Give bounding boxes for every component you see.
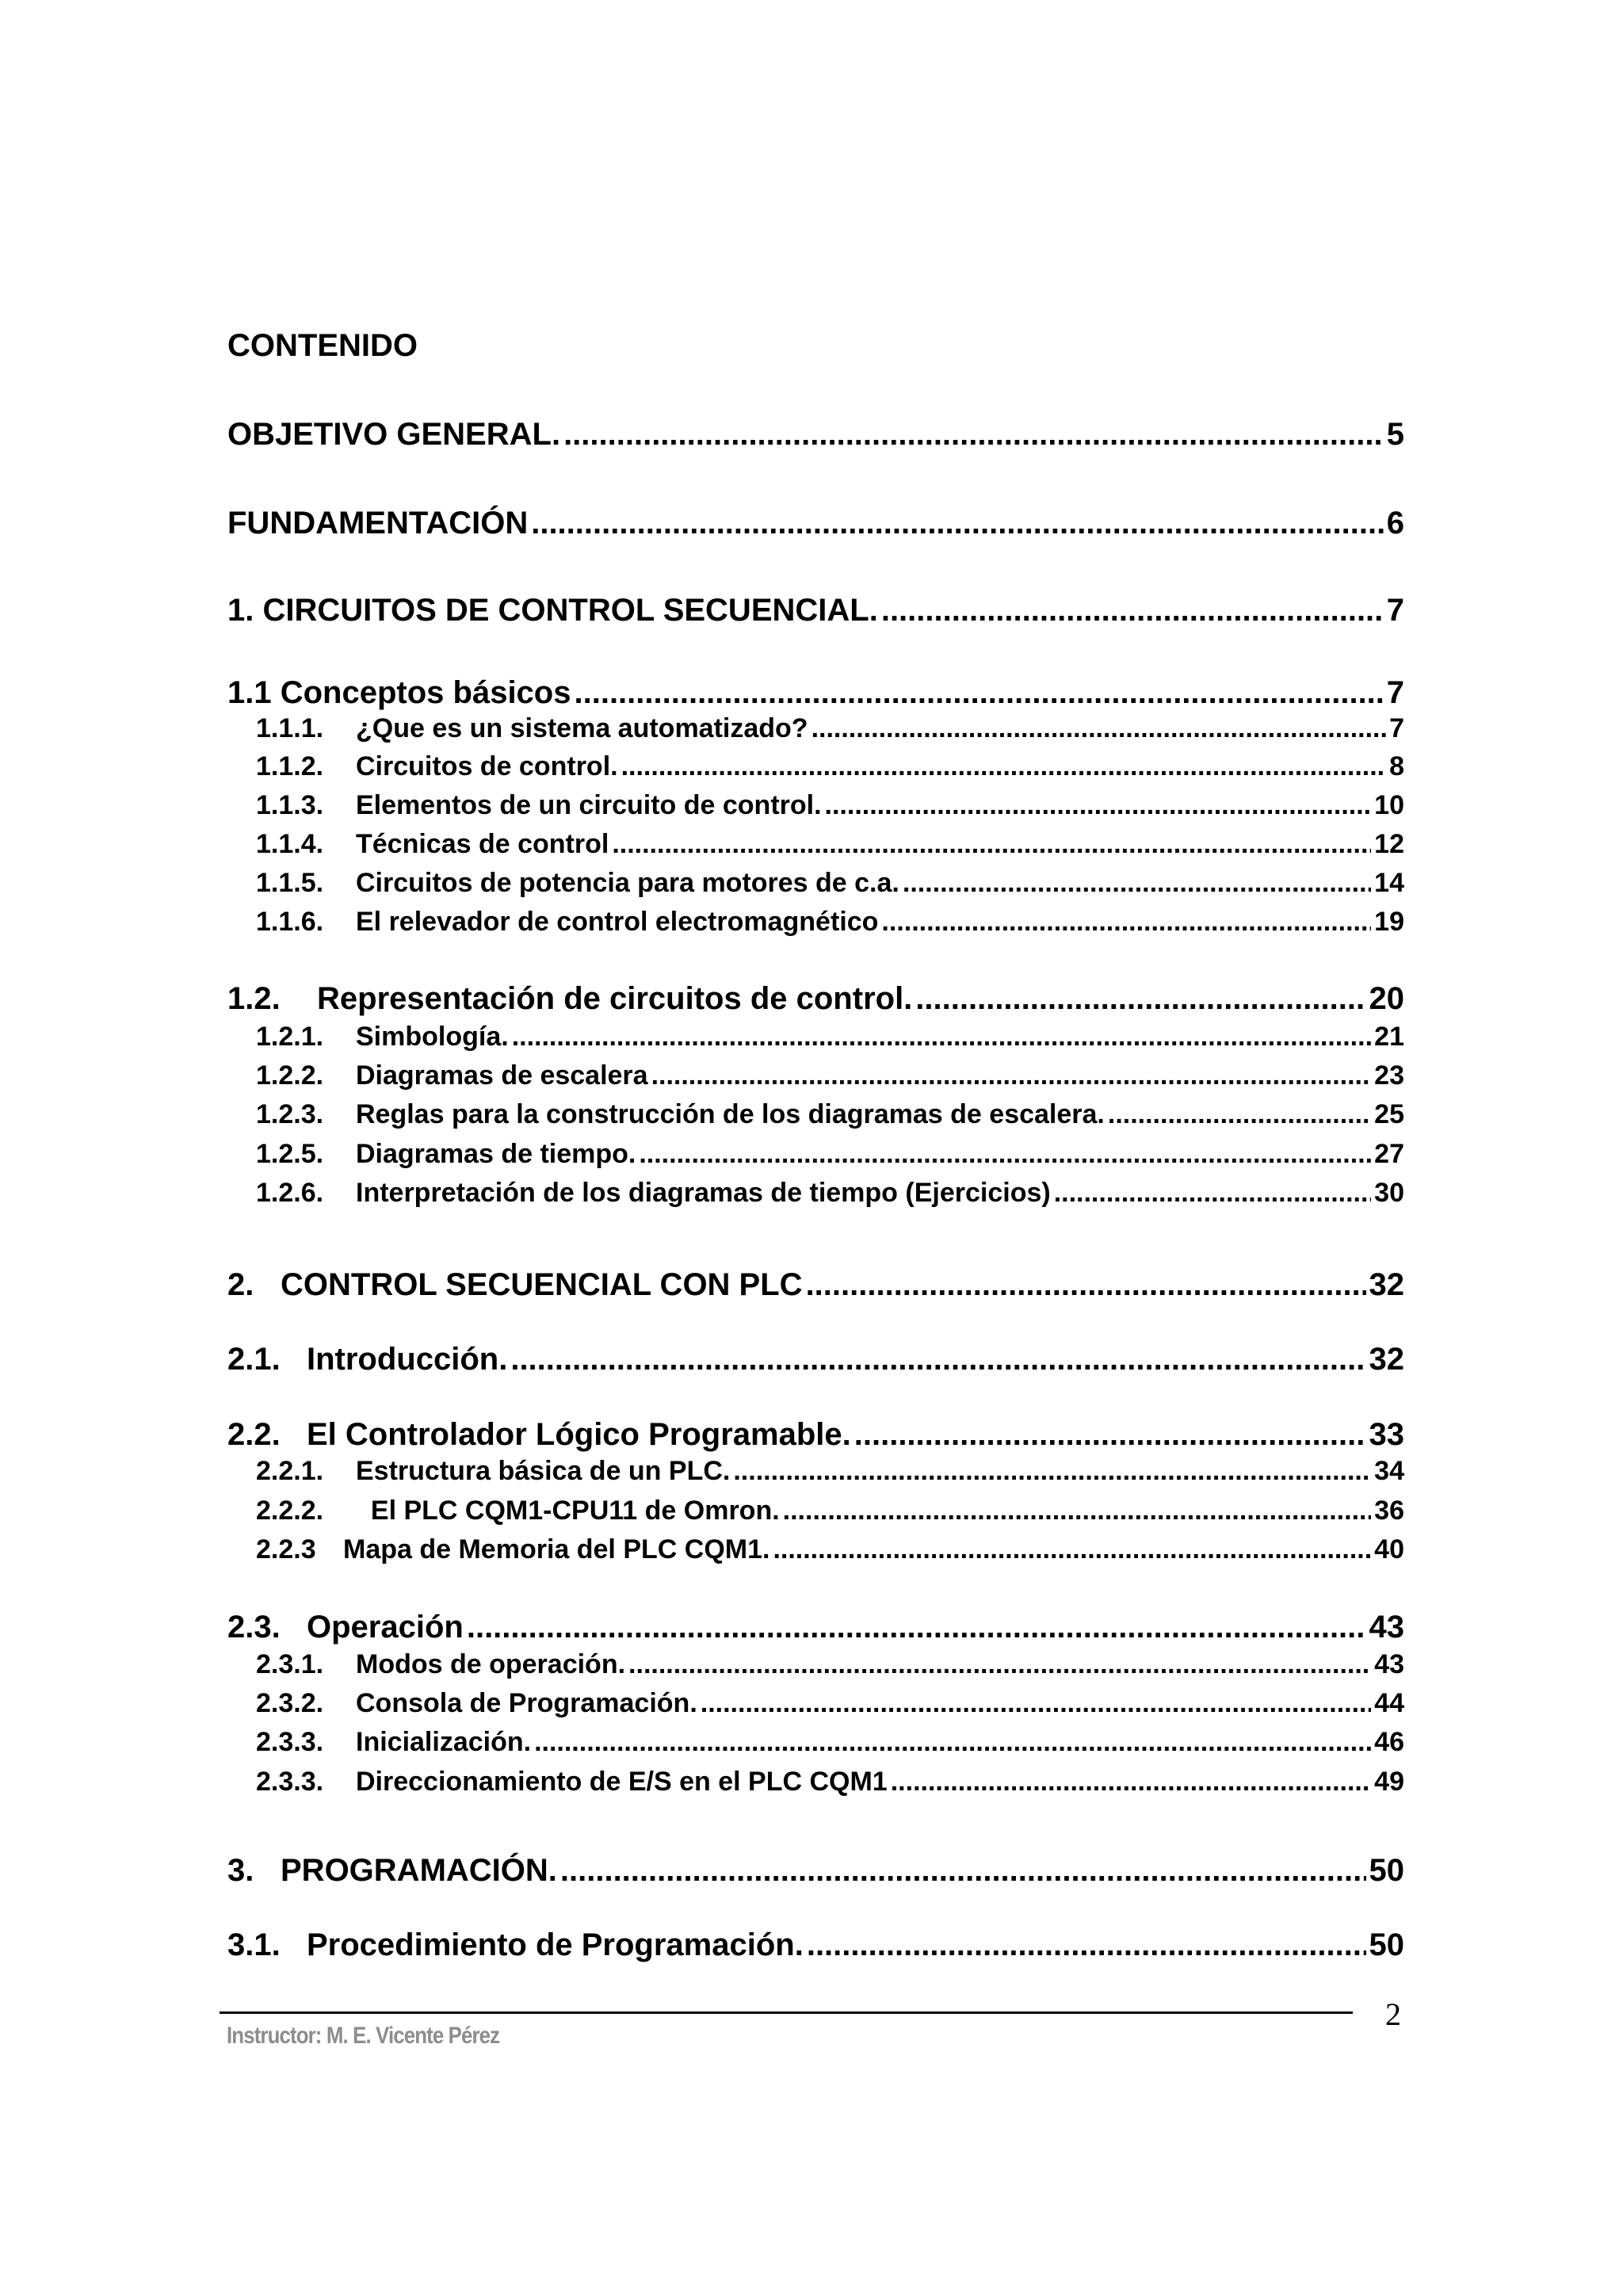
toc-entry-page: 33 (1369, 1417, 1404, 1452)
toc-dot-leader (510, 1340, 1365, 1378)
toc-entry-page: 32 (1369, 1267, 1404, 1302)
toc-entry[interactable] (256, 1020, 1404, 1053)
toc-entry-title: Modos de operación. (356, 1649, 626, 1679)
toc-dot-leader (651, 1059, 1372, 1092)
toc-dot-leader (563, 415, 1384, 453)
toc-entry-title: Direccionamiento de E/S en el PLC CQM1 (356, 1767, 888, 1797)
toc-entry-title: El relevador de control electromagnético (356, 907, 879, 937)
toc-entry-page: 10 (1374, 790, 1404, 820)
toc-entry-title: PROGRAMACIÓN. (281, 1853, 557, 1888)
toc-entry[interactable] (227, 674, 1404, 712)
toc-entry-page: 7 (1386, 675, 1404, 710)
toc-entry[interactable] (256, 905, 1404, 938)
toc-entry[interactable] (256, 1098, 1404, 1131)
toc-entry-number: 2.3.3. (256, 1727, 324, 1757)
toc-dot-leader (612, 827, 1371, 861)
toc-entry[interactable] (227, 980, 1404, 1018)
toc-entry-title: Elementos de un circuito de control. (356, 790, 822, 820)
toc-entry-number: 2.1. (227, 1342, 281, 1377)
toc-entry-page: 5 (1386, 417, 1404, 452)
toc-entry[interactable] (256, 789, 1404, 822)
toc-entry[interactable] (256, 1687, 1404, 1720)
toc-entry-number: 3.1. (227, 1927, 281, 1962)
toc-entry-title: OBJETIVO GENERAL. (227, 417, 561, 452)
toc-dot-leader (628, 1648, 1371, 1681)
toc-entry-number: 2.3.1. (256, 1649, 324, 1679)
toc-entry[interactable] (256, 1176, 1404, 1209)
toc-entry-title: Circuitos de control. (356, 751, 618, 781)
toc-dot-leader (854, 1415, 1366, 1454)
toc-dot-leader (534, 1725, 1371, 1759)
toc-entry-page: 25 (1374, 1099, 1404, 1129)
toc-entry-page: 34 (1374, 1456, 1404, 1486)
toc-entry-number: 2.3.2. (256, 1688, 324, 1718)
toc-entry-page: 27 (1374, 1139, 1404, 1169)
toc-entry-title: Consola de Programación. (356, 1688, 697, 1718)
toc-entry-number: 1.1.2. (256, 751, 324, 781)
toc-entry-title: Interpretación de los diagramas de tiempo (Ejercicios) (356, 1178, 1051, 1208)
toc-entry-number: 1.1.6. (256, 907, 324, 937)
toc-entry-page: 20 (1369, 981, 1404, 1016)
toc-entry[interactable] (256, 1533, 1404, 1566)
toc-dot-leader (807, 1926, 1366, 1964)
toc-dot-leader (903, 866, 1371, 900)
page-number: 2 (1385, 1996, 1401, 2032)
footer-instructor: Instructor: M. E. Vicente Pérez (227, 2023, 500, 2049)
toc-entry-number: 1.1.3. (256, 790, 324, 820)
toc-entry-page: 21 (1374, 1022, 1404, 1052)
toc-entry[interactable] (256, 750, 1404, 783)
toc-entry[interactable] (256, 1648, 1404, 1681)
toc-entry-title: FUNDAMENTACIÓN (227, 506, 529, 541)
toc-entry-page: 46 (1374, 1727, 1404, 1757)
toc-dot-leader (891, 1765, 1371, 1798)
toc-dot-leader (783, 1494, 1372, 1527)
toc-entry[interactable] (256, 827, 1404, 861)
toc-dot-leader (639, 1137, 1371, 1171)
toc-entry-title: Inicialización. (356, 1727, 532, 1757)
toc-entry-page: 14 (1374, 868, 1404, 898)
toc-entry-title: Reglas para la construcción de los diagramas de escalera. (356, 1099, 1105, 1129)
toc-entry[interactable] (227, 1926, 1404, 1964)
toc-entry[interactable] (256, 1137, 1404, 1171)
toc-entry-page: 43 (1374, 1649, 1404, 1679)
toc-entry-number: 1.2.5. (256, 1139, 324, 1169)
toc-dot-leader (1108, 1098, 1371, 1131)
toc-entry[interactable] (227, 1608, 1404, 1646)
toc-entry-page: 40 (1374, 1534, 1404, 1564)
toc-dot-leader (773, 1533, 1371, 1566)
toc-dot-leader (881, 591, 1384, 629)
toc-entry-page: 12 (1374, 829, 1404, 859)
toc-entry-number: 1.1.4. (256, 829, 324, 859)
toc-dot-leader (701, 1687, 1371, 1720)
toc-entry-page: 50 (1369, 1927, 1404, 1962)
toc-entry-page: 7 (1386, 593, 1404, 628)
toc-entry-number: 1.2.1. (256, 1022, 324, 1052)
toc-entry[interactable] (256, 1059, 1404, 1092)
toc-entry-title: Simbología. (356, 1022, 509, 1052)
toc-entry-title: Técnicas de control (356, 829, 609, 859)
toc-dot-leader (574, 674, 1383, 712)
toc-entry-page: 19 (1374, 907, 1404, 937)
toc-dot-leader (621, 750, 1386, 783)
toc-entry-title: El PLC CQM1-CPU11 de Omron. (356, 1496, 780, 1526)
toc-entry-title: Mapa de Memoria del PLC CQM1. (343, 1534, 770, 1564)
toc-entry-page: 6 (1386, 506, 1404, 541)
toc-dot-leader (531, 504, 1384, 542)
toc-entry-number: 3. (227, 1853, 254, 1888)
toc-entry[interactable] (227, 1415, 1404, 1454)
toc-entry[interactable] (227, 1340, 1404, 1378)
toc-entry[interactable] (256, 1725, 1404, 1759)
toc-entry-title: Diagramas de escalera (356, 1060, 648, 1091)
toc-dot-leader (806, 1266, 1366, 1304)
toc-dot-leader (1054, 1176, 1371, 1209)
toc-entry-number: 2.3.3. (256, 1767, 324, 1797)
toc-heading: CONTENIDO (227, 328, 418, 363)
toc-entry-number: 2.2.3 (256, 1534, 316, 1564)
toc-entry[interactable] (227, 1851, 1404, 1889)
toc-entry-number: 1.1.1. (256, 713, 324, 743)
toc-entry-title: 1.1 Conceptos básicos (227, 675, 571, 710)
toc-entry-title: ¿Que es un sistema automatizado? (356, 713, 808, 743)
toc-dot-leader (825, 789, 1372, 822)
toc-dot-leader (467, 1608, 1366, 1646)
toc-entry-title: 1. CIRCUITOS DE CONTROL SECUENCIAL. (227, 593, 878, 628)
toc-entry-number: 2.2. (227, 1417, 281, 1452)
toc-entry-title: Circuitos de potencia para motores de c.a. (356, 868, 899, 898)
toc-entry-number: 1.2.6. (256, 1178, 324, 1208)
toc-entry-number: 2.2.2. (256, 1496, 324, 1526)
toc-entry-number: 2.3. (227, 1610, 281, 1645)
toc-dot-leader (812, 712, 1387, 745)
toc-entry[interactable] (227, 591, 1404, 629)
toc-entry-page: 44 (1374, 1688, 1404, 1718)
toc-entry-page: 8 (1389, 751, 1404, 781)
toc-dot-leader (881, 905, 1371, 938)
toc-entry[interactable] (227, 1266, 1404, 1304)
toc-entry-page: 49 (1374, 1767, 1404, 1797)
toc-entry-title: Diagramas de tiempo. (356, 1139, 636, 1169)
toc-dot-leader (512, 1020, 1371, 1053)
toc-entry-page: 43 (1369, 1610, 1404, 1645)
toc-entry-number: 2.2.1. (256, 1456, 324, 1486)
toc-entry-title: Representación de circuitos de control. (317, 981, 913, 1016)
toc-entry-title: Procedimiento de Programación. (307, 1927, 804, 1962)
toc-entry-page: 7 (1389, 713, 1404, 743)
toc-entry-page: 50 (1369, 1853, 1404, 1888)
toc-entry[interactable] (256, 866, 1404, 900)
toc-entry-number: 1.2.3. (256, 1099, 324, 1129)
toc-entry-page: 30 (1374, 1178, 1404, 1208)
toc-entry[interactable] (227, 415, 1404, 453)
toc-dot-leader (733, 1454, 1371, 1488)
toc-entry-page: 32 (1369, 1342, 1404, 1377)
toc-entry[interactable] (256, 1454, 1404, 1488)
toc-entry-page: 23 (1374, 1060, 1404, 1091)
toc-entry-title: Introducción. (307, 1342, 508, 1377)
toc-entry-page: 36 (1374, 1496, 1404, 1526)
footer-divider (220, 2011, 1353, 2014)
toc-dot-leader (560, 1851, 1366, 1889)
toc-entry[interactable] (256, 712, 1404, 745)
toc-entry-title: CONTROL SECUENCIAL CON PLC (281, 1267, 803, 1302)
toc-entry-title: Estructura básica de un PLC. (356, 1456, 731, 1486)
toc-dot-leader (915, 980, 1365, 1018)
toc-entry-number: 1.2.2. (256, 1060, 324, 1091)
toc-entry-number: 1.2. (227, 981, 281, 1016)
toc-entry[interactable] (227, 504, 1404, 542)
toc-entry-title: Operación (307, 1610, 464, 1645)
toc-entry[interactable] (256, 1494, 1404, 1527)
toc-entry[interactable] (256, 1765, 1404, 1798)
toc-entry-title: El Controlador Lógico Programable. (307, 1417, 851, 1452)
toc-entry-number: 1.1.5. (256, 868, 324, 898)
toc-entry-number: 2. (227, 1267, 254, 1302)
